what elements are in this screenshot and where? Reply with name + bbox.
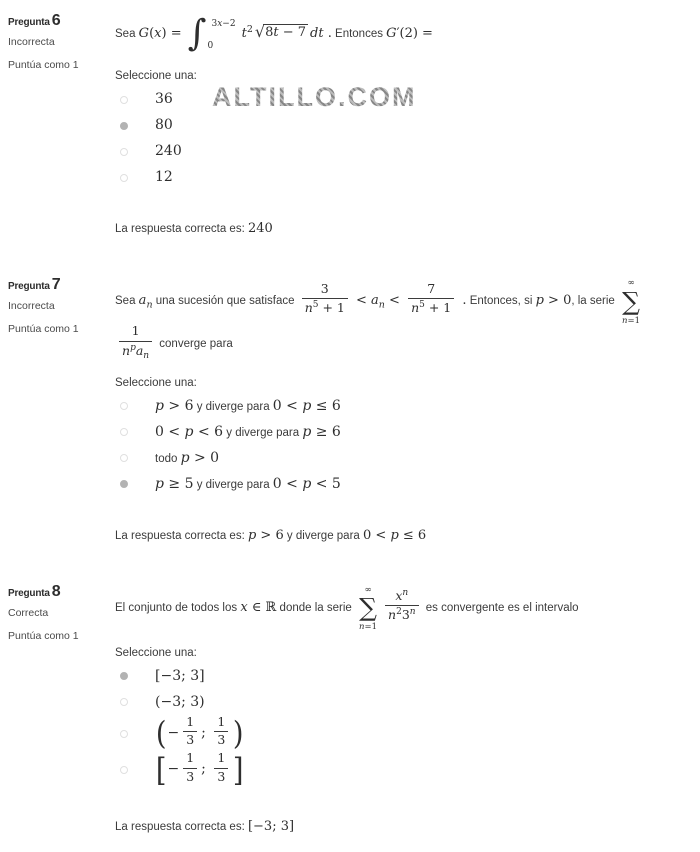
question-points: Puntúa como 1 [8,323,79,335]
radio-selected-icon[interactable] [120,122,128,130]
question-number-word: Pregunta [8,17,50,28]
option-label: [−3; 3] [155,667,205,684]
radio-cell [115,402,155,410]
option-label: (− $\frac{1}{3}$ ; $\frac{1}{3}$ ) [155,713,244,753]
question-block [0,581,700,834]
answer-option[interactable] [115,114,688,137]
radio-selected-icon[interactable] [120,672,128,680]
question-number-word: Pregunta [8,281,50,292]
question-info [0,274,115,543]
radio-cell [115,766,155,774]
question-info [0,581,115,834]
radio-cell [115,96,155,104]
question-block [0,274,700,543]
answer-option[interactable] [115,665,688,688]
option-label: [− $\frac{1}{3}$ ; $\frac{1}{3}$ ] [155,750,244,789]
option-label: 36 [155,91,173,107]
option-label: 80 [155,117,173,133]
question-text: El conjunto de todos los x ∈ ℝ donde la serie ∞ ∑ n=1 $\frac{x^n}{n^23^n}$ es convergente es el intervalo [115,584,579,633]
radio-cell [115,122,155,130]
radio-cell [115,174,155,182]
question-number-digit: 7 [51,276,61,293]
answer-option[interactable] [115,140,688,163]
radio-icon[interactable] [120,454,128,462]
correct-answer-text: La respuesta correcta es: [−3; 3] [115,818,295,834]
radio-cell [115,454,155,462]
question-number-digit: 8 [51,582,61,600]
question-number [8,583,109,601]
option-label: 0 < p < 6 y diverge para p ≥ 6 [155,423,341,440]
question-state: Incorrecta [8,36,55,48]
select-one-label: Seleccione una: [115,646,197,659]
question-state: Incorrecta [8,300,55,312]
radio-cell [115,148,155,156]
options-list [115,665,688,787]
answer-option[interactable] [115,395,688,418]
options-list [115,88,688,189]
radio-cell [115,672,155,680]
answer-option[interactable] [115,447,688,470]
option-label: 240 [155,143,182,159]
answer-option[interactable] [115,713,688,753]
option-label: p > 6 y diverge para 0 < p ≤ 6 [155,397,341,414]
correct-answer-text: La respuesta correcta es: p > 6 y diverge para 0 < p ≤ 6 [115,527,427,543]
radio-icon[interactable] [120,766,128,774]
question-points: Puntúa como 1 [8,59,79,71]
question-content [115,581,700,834]
radio-icon[interactable] [120,96,128,104]
question-content [115,10,700,236]
options-list [115,395,688,496]
radio-icon[interactable] [120,428,128,436]
answer-option[interactable] [115,421,688,444]
question-info [0,10,115,236]
question-content [115,274,700,543]
question-number-digit: 6 [51,12,61,29]
correct-answer-text: La respuesta correcta es: 240 [115,221,273,236]
radio-icon[interactable] [120,730,128,738]
question-state: Correcta [8,606,49,619]
answer-option[interactable] [115,88,688,111]
question-number [8,276,109,294]
radio-icon[interactable] [120,402,128,410]
radio-cell [115,698,155,706]
select-one-label: Seleccione una: [115,376,197,389]
answer-option[interactable] [115,473,688,496]
radio-icon[interactable] [120,148,128,156]
altillo-watermark: ALTILLO.COM [212,82,417,112]
question-number [8,12,109,30]
question-text: Sea G(x) = ∫ 3x−2 0 $t^2$ √ 8t − 7 dt . Entonces G′(2) = [115,13,433,54]
question-number-word: Pregunta [8,587,50,599]
answer-option[interactable] [115,166,688,189]
question-text: Sea $a_n$ una sucesión que satisface $\frac{3}{n^5 + 1}$ < $a_n$ < $\frac{7}{n^5 + 1}$ . Entonces, si p > 0, la serie ∞ ∑ n=1 $\frac{1}{n^pa_n}$ converge para [115,278,641,361]
answer-option[interactable] [115,750,688,789]
radio-selected-icon[interactable] [120,480,128,488]
option-label: todo p > 0 [155,449,220,466]
radio-icon[interactable] [120,174,128,182]
radio-cell [115,428,155,436]
radio-icon[interactable] [120,698,128,706]
option-label: 12 [155,169,173,185]
question-points: Puntúa como 1 [8,629,79,642]
answer-option[interactable] [115,691,688,714]
question-block [0,10,700,236]
option-label: (−3; 3) [155,693,205,710]
option-label: p ≥ 5 y diverge para 0 < p < 5 [155,475,341,492]
radio-cell [115,730,155,738]
radio-cell [115,480,155,488]
quiz-review-page [0,10,700,834]
select-one-label: Seleccione una: [115,70,197,82]
questions-container [0,10,700,834]
